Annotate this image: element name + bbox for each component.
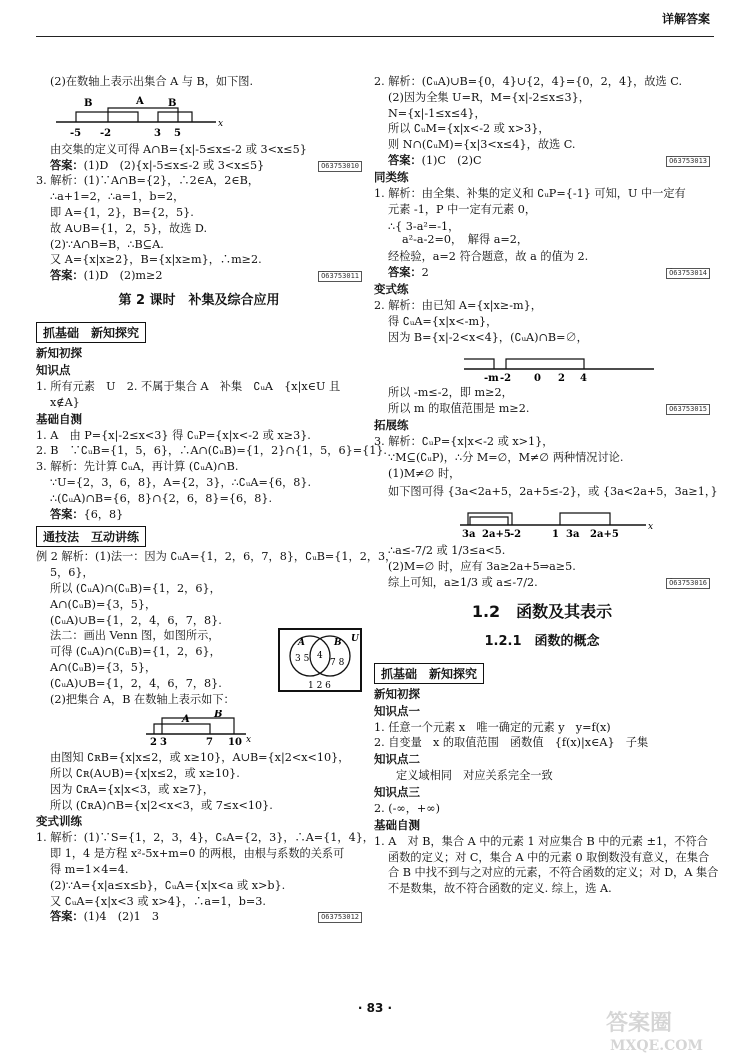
- nl4-tick: 2a+5: [482, 529, 511, 541]
- answer-line: 答案：(1)C (2)C Ō63753013: [374, 153, 710, 169]
- text-line: 1. 解析：(1)∵S={1，2，3，4}，∁ₛA={2，3}，∴A={1，4}，: [36, 831, 374, 845]
- text-line: 元素 -1，P 中一定有元素 0，: [388, 202, 537, 216]
- nl4-tick: 1: [552, 529, 559, 541]
- nl2-tick: 3: [160, 737, 167, 749]
- nl1-label-b: B: [84, 97, 93, 109]
- venn-a-label: A: [298, 638, 305, 649]
- text-line: 定义域相同 对应关系完全一致: [396, 769, 553, 783]
- nl1-axis: x: [218, 118, 224, 129]
- heading: 知识点二: [374, 752, 420, 767]
- text-line: 2. 解析：由已知 A={x|x≥-m}，: [374, 298, 542, 312]
- text-line: ∵M⊆(∁ᵤP)，∴分 M=∅，M≠∅ 两种情况讨论.: [388, 450, 624, 464]
- nl3-tick: 4: [580, 373, 587, 384]
- text-line: 所以 (∁ʀA)∩B={x|2<x<3，或 7≤x<10}.: [50, 798, 273, 812]
- section-title: 1.2.1 函数的概念: [484, 633, 600, 649]
- text-line: 1. 任意一个元素 x 唯一确定的元素 y y=f(x): [374, 720, 611, 734]
- text-line: 所以 m 的取值范围是 m≥2. Ō63753015: [374, 401, 710, 417]
- text-line: 2. (-∞，+∞): [374, 801, 440, 815]
- heading: 拓展练: [374, 417, 409, 432]
- text-line: 则 N∩(∁ᵤM)={x|3<x≤4}，故选 C.: [388, 138, 576, 152]
- text-line: 所以 (∁ᵤA)∩(∁ᵤB)={1，2，6}，: [50, 581, 221, 595]
- number-line-diagram-4: [460, 503, 660, 541]
- qr-code-badge: Ō63753015: [666, 404, 710, 415]
- qr-code-badge: Ō63753014: [666, 268, 710, 279]
- number-line-diagram-2: [146, 710, 376, 748]
- text-line: 因为 ∁ʀA={x|x<3，或 x≥7}，: [50, 782, 215, 796]
- nl1-tick: 3: [154, 127, 161, 139]
- nl3-tick: 2: [558, 373, 565, 384]
- text-line: (2)M=∅ 时，应有 3a≥2a+5⇒a≥5.: [388, 559, 576, 573]
- heading: 知识点: [36, 362, 71, 377]
- text-line: 函数的定义；对 C，集合 A 中的元素 0 取倒数没有意义，在集合: [388, 850, 710, 864]
- venn-intersection: 4: [317, 651, 323, 662]
- watermark-text: 答案圈: [606, 1010, 673, 1036]
- text-line: 1. A 由 P={x|-2≤x<3} 得 ∁ᵤP={x|x<-2 或 x≥3}.: [36, 428, 311, 442]
- text-line: 所以 ∁ʀ(A∪B)={x|x≤2，或 x≥10}.: [50, 766, 240, 780]
- text-line: 由交集的定义可得 A∩B={x|-5≤x≤-2 或 3<x≤5}: [50, 142, 307, 156]
- text-line: (2)把集合 A，B 在数轴上表示如下：: [50, 693, 235, 707]
- answer-line: 答案：{6，8}: [50, 507, 124, 521]
- text-line: 合 B 中找不到与之对应的元素，不符合函数的定义；对 D，A 集合: [388, 866, 719, 880]
- nl2-axis: x: [246, 735, 252, 746]
- text-line: 3. 解析：∁ᵤP={x|x<-2 或 x>1}，: [374, 434, 554, 448]
- heading: 变式训练: [36, 814, 82, 829]
- nl4-tick: 3a: [462, 529, 476, 541]
- text-line: (2)∵A∩B=B，∴B⊆A.: [50, 237, 164, 251]
- venn-b-label: B: [334, 638, 342, 649]
- nl1-tick: -2: [100, 127, 112, 139]
- text-line: 又 A={x|x≥2}，B={x|x≥m}，∴m≥2.: [50, 253, 262, 267]
- text-line: 不是数集，故不符合函数的定义. 综上，选 A.: [388, 882, 612, 896]
- text-line: 1. 所有元素 U 2. 不属于集合 A 补集 ∁ᵤA {x|x∈U 且: [36, 379, 341, 393]
- qr-code-badge: Ō63753010: [318, 161, 362, 172]
- text-line: (2)因为全集 U=R，M={x|-2≤x≤3}，: [388, 90, 590, 104]
- section-box: 抓基础 新知探究: [374, 663, 484, 684]
- qr-code-badge: Ō63753011: [318, 271, 362, 282]
- text-line: 1. 解析：由全集、补集的定义和 ∁ᵤP={-1} 可知，U 中一定有: [374, 186, 686, 200]
- answer-line: 答案：(1)D (2)m≥2 Ō63753011: [36, 268, 362, 284]
- text-line: ∵U={2，3，6，8}，A={2，3}，∴∁ᵤA={6，8}.: [50, 475, 312, 489]
- text-line: 即 1，4 是方程 x²-5x+m=0 的两根，由根与系数的关系可: [50, 847, 345, 861]
- text-line: 又 ∁ᵤA={x|x<3 或 x>4}，∴a=1，b=3.: [50, 894, 266, 908]
- text-line: 由图知 ∁ʀB={x|x≤2，或 x≥10}，A∪B={x|2<x<10}，: [50, 751, 350, 765]
- text-line: 得 m=1×4=4.: [50, 862, 129, 876]
- text-line: 经检验，a=2 符合题意，故 a 的值为 2.: [388, 250, 589, 264]
- text-line: x∉A}: [50, 395, 80, 409]
- text-line: (2)∵A={x|a≤x≤b}，∁ᵤA={x|x<a 或 x>b}.: [50, 878, 286, 892]
- nl1-tick: 5: [174, 127, 181, 139]
- text-line: A∩(∁ᵤB)={3，5}，: [50, 660, 157, 674]
- text-line: 可得 (∁ᵤA)∩(∁ᵤB)={1，2，6}，: [50, 645, 221, 659]
- text-line: ∴a+1=2，∴a=1，b=2，: [50, 190, 185, 204]
- text-line: 3. 解析：(1)∵A∩B={2}，∴2∈A，2∈B，: [36, 174, 260, 188]
- answer-line: 答案：(1)4 (2)1 3 Ō63753012: [36, 909, 362, 925]
- text-line: 所以 ∁ᵤM={x|x<-2 或 x>3}，: [388, 122, 550, 136]
- heading: 基础自测: [36, 411, 82, 426]
- text-line: A∩(∁ᵤB)={3，5}，: [50, 597, 157, 611]
- text-line: 1. A 对 B，集合 A 中的元素 1 对应集合 B 中的元素 ±1，不符合: [374, 834, 708, 848]
- heading: 同类练: [374, 169, 409, 184]
- text-line: 3. 解析：先计算 ∁ᵤA，再计算 (∁ᵤA)∩B.: [36, 460, 239, 474]
- right-column: [374, 74, 719, 897]
- text-line: 所以 -m≤-2，即 m≥2，: [388, 386, 513, 400]
- section-title: 第 2 课时 补集及综合应用: [118, 292, 280, 308]
- nl1-label-a: A: [136, 95, 144, 107]
- venn-u-label: U: [351, 634, 359, 645]
- watermark-logo: [602, 1004, 722, 1056]
- text-line: (2)在数轴上表示出集合 A 与 B，如下图.: [50, 75, 253, 88]
- heading: 变式练: [374, 281, 409, 296]
- chapter-title: 1.2 函数及其表示: [471, 601, 613, 621]
- text-line: 法二：画出 Venn 图，如图所示，: [50, 629, 220, 643]
- answer-line: 答案：(1)D (2){x|-5≤x≤-2 或 3<x≤5} Ō63753010: [36, 158, 362, 174]
- text-line: ∴a≤-7/2 或 1/3≤a<5.: [388, 544, 506, 558]
- nl2-label-a: A: [182, 714, 190, 726]
- nl4-tick: 2a+5: [590, 529, 619, 541]
- heading: 新知初探: [374, 686, 420, 701]
- text-line: 得 ∁ᵤA={x|x<-m}，: [388, 314, 498, 328]
- text-line: 5，6}，: [50, 566, 94, 580]
- text-line: 综上可知，a≥1/3 或 a≤-7/2. Ō63753016: [374, 575, 710, 591]
- equation-system: ∴{ 3-a²=-1， a²-a-2=0， 解得 a=2，: [388, 220, 529, 247]
- text-line: 故 A∪B={1，2，5}，故选 D.: [50, 221, 208, 235]
- text-line: 2. 解析：(∁ᵤA)∪B={0，4}∪{2，4}={0，2，4}，故选 C.: [374, 75, 683, 88]
- nl1-label-b2: B: [168, 97, 177, 109]
- heading: 知识点三: [374, 784, 420, 799]
- venn-a-only: 3 5: [295, 654, 310, 665]
- nl2-label-b: B: [214, 710, 223, 721]
- answer-line: 答案：2 Ō63753014: [374, 265, 710, 281]
- heading: 基础自测: [374, 817, 420, 832]
- text-line: 如下图可得 {3a<2a+5，2a+5≤-2}，或 {3a<2a+5，3a≥1，}: [388, 485, 718, 499]
- text-line: (∁ᵤA)∪B={1，2，4，6，7，8}.: [50, 613, 222, 627]
- header-title: 详解答案: [661, 12, 710, 26]
- nl2-tick: 7: [206, 737, 213, 749]
- nl1-tick: -5: [70, 127, 82, 139]
- nl2-tick: 10: [228, 737, 242, 749]
- header-rule: [36, 36, 714, 37]
- qr-code-badge: Ō63753016: [666, 578, 710, 589]
- heading: 新知初探: [36, 345, 82, 360]
- text-line: (1)M≠∅ 时，: [388, 466, 461, 480]
- venn-outside: 1 2 6: [308, 681, 331, 692]
- section-box: 通技法 互动讲练: [36, 526, 146, 547]
- nl3-tick: -m: [484, 373, 499, 384]
- text-line: (∁ᵤA)∪B={1，2，4，6，7，8}.: [50, 676, 222, 690]
- heading: 知识点一: [374, 703, 420, 718]
- qr-code-badge: Ō63753013: [666, 156, 710, 167]
- nl4-axis: x: [648, 522, 654, 533]
- nl3-tick: -2: [500, 373, 512, 384]
- watermark-url: MXQE.COM: [610, 1038, 703, 1054]
- text-line: 例 2 解析：(1)法一：因为 ∁ᵤA={1，2，6，7，8}，∁ᵤB={1，2，3，: [36, 550, 397, 564]
- nl2-tick: 2: [150, 737, 157, 749]
- venn-row: [36, 628, 362, 692]
- text-line: 2. B ∵∁ᵤB={1，5，6}，∴A∩(∁ᵤB)={1，2}∩{1，5，6}={1}.: [36, 444, 387, 458]
- text-line: N={x|-1≤x≤4}，: [388, 106, 486, 120]
- text-line: 即 A={1，2}，B={2，5}.: [50, 205, 194, 219]
- text-line: 因为 B={x|-2<x<4}，(∁ᵤA)∩B=∅，: [388, 330, 588, 344]
- section-box: 抓基础 新知探究: [36, 322, 146, 343]
- number-line-diagram-3: [464, 347, 664, 383]
- venn-b-only: 7 8: [330, 658, 345, 669]
- text-line: ∴(∁ᵤA)∩B={6，8}∩{2，6，8}={6，8}.: [50, 491, 273, 505]
- number-line-diagram-1: [36, 92, 236, 140]
- nl4-tick: -2: [510, 529, 522, 541]
- page-number: · 83 ·: [357, 1001, 393, 1015]
- text-line: 2. 自变量 x 的取值范围 函数值 {f(x)|x∈A} 子集: [374, 736, 649, 750]
- qr-code-badge: Ō63753012: [318, 912, 362, 923]
- nl4-tick: 3a: [566, 529, 580, 541]
- nl3-tick: 0: [534, 373, 541, 384]
- venn-diagram: [278, 628, 362, 692]
